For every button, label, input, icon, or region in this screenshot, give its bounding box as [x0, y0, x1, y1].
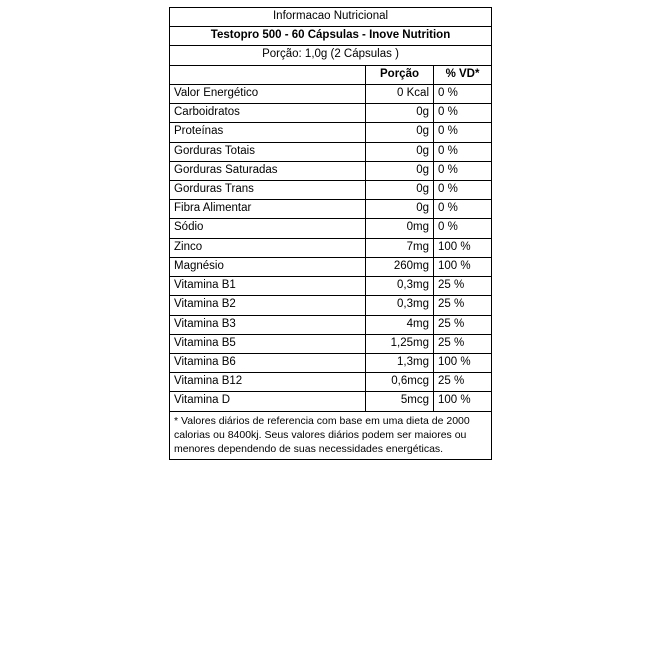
nutrient-name: Sódio — [170, 219, 366, 238]
table-row — [170, 353, 492, 372]
table-row — [170, 373, 492, 392]
nutrient-amount: 0g — [366, 180, 434, 199]
nutrient-amount: 0,3mg — [366, 277, 434, 296]
nutrient-name: Gorduras Saturadas — [170, 161, 366, 180]
label-title-row — [170, 8, 492, 27]
nutrition-table-body — [170, 8, 492, 460]
nutrient-amount: 0g — [366, 142, 434, 161]
nutrient-dv: 100 % — [434, 353, 492, 372]
table-row — [170, 315, 492, 334]
nutrient-name: Fibra Alimentar — [170, 200, 366, 219]
nutrient-dv: 0 % — [434, 200, 492, 219]
nutrient-dv: 25 % — [434, 277, 492, 296]
nutrient-dv: 0 % — [434, 84, 492, 103]
nutrient-amount: 260mg — [366, 257, 434, 276]
nutrient-dv: 25 % — [434, 296, 492, 315]
table-row — [170, 257, 492, 276]
table-row — [170, 238, 492, 257]
nutrient-dv: 0 % — [434, 104, 492, 123]
nutrient-dv: 25 % — [434, 373, 492, 392]
header-daily-value: % VD* — [434, 65, 492, 84]
nutrient-amount: 7mg — [366, 238, 434, 257]
table-row — [170, 123, 492, 142]
nutrient-dv: 0 % — [434, 142, 492, 161]
nutrient-name: Magnésio — [170, 257, 366, 276]
nutrient-name: Vitamina B12 — [170, 373, 366, 392]
nutrient-name: Vitamina B5 — [170, 334, 366, 353]
nutrient-dv: 0 % — [434, 219, 492, 238]
nutrient-amount: 0mg — [366, 219, 434, 238]
nutrient-amount: 1,25mg — [366, 334, 434, 353]
nutrient-amount: 0g — [366, 123, 434, 142]
column-header-row — [170, 65, 492, 84]
portion-text: Porção: 1,0g (2 Cápsulas ) — [170, 46, 492, 65]
nutrient-amount: 0g — [366, 200, 434, 219]
nutrient-name: Vitamina B2 — [170, 296, 366, 315]
nutrient-name: Vitamina B1 — [170, 277, 366, 296]
nutrient-amount: 1,3mg — [366, 353, 434, 372]
product-name: Testopro 500 - 60 Cápsulas - Inove Nutrition — [170, 27, 492, 46]
nutrient-name: Vitamina D — [170, 392, 366, 411]
header-nutrient — [170, 65, 366, 84]
table-row — [170, 334, 492, 353]
nutrient-amount: 0g — [366, 104, 434, 123]
table-row — [170, 161, 492, 180]
header-amount: Porção — [366, 65, 434, 84]
nutrient-amount: 0g — [366, 161, 434, 180]
nutrient-dv: 25 % — [434, 334, 492, 353]
nutrient-dv: 25 % — [434, 315, 492, 334]
table-row — [170, 104, 492, 123]
nutrient-amount: 0,3mg — [366, 296, 434, 315]
nutrient-amount: 5mcg — [366, 392, 434, 411]
nutrient-amount: 0 Kcal — [366, 84, 434, 103]
nutrient-dv: 0 % — [434, 161, 492, 180]
portion-row — [170, 46, 492, 65]
nutrient-dv: 100 % — [434, 238, 492, 257]
nutrient-name: Zinco — [170, 238, 366, 257]
nutrient-name: Valor Energético — [170, 84, 366, 103]
table-row — [170, 84, 492, 103]
table-row — [170, 296, 492, 315]
table-row — [170, 392, 492, 411]
nutrient-name: Vitamina B6 — [170, 353, 366, 372]
nutrient-dv: 100 % — [434, 392, 492, 411]
footnote-text: * Valores diários de referencia com base em uma dieta de 2000 calorias ou 8400kj. Seus valores diários podem ser maiores ou menores dependendo de suas necessidades energéticas. — [170, 411, 492, 460]
nutrient-name: Gorduras Totais — [170, 142, 366, 161]
nutrient-name: Vitamina B3 — [170, 315, 366, 334]
label-title: Informacao Nutricional — [170, 8, 492, 27]
nutrient-dv: 0 % — [434, 180, 492, 199]
nutrient-name: Carboidratos — [170, 104, 366, 123]
table-row — [170, 200, 492, 219]
nutrient-dv: 100 % — [434, 257, 492, 276]
nutrient-amount: 0,6mcg — [366, 373, 434, 392]
nutrient-name: Gorduras Trans — [170, 180, 366, 199]
nutrient-name: Proteínas — [170, 123, 366, 142]
table-row — [170, 180, 492, 199]
nutrition-label — [169, 7, 491, 460]
nutrient-amount: 4mg — [366, 315, 434, 334]
footnote-row — [170, 411, 492, 460]
nutrition-facts-table — [169, 7, 492, 460]
product-name-row — [170, 27, 492, 46]
table-row — [170, 219, 492, 238]
table-row — [170, 142, 492, 161]
table-row — [170, 277, 492, 296]
nutrient-dv: 0 % — [434, 123, 492, 142]
